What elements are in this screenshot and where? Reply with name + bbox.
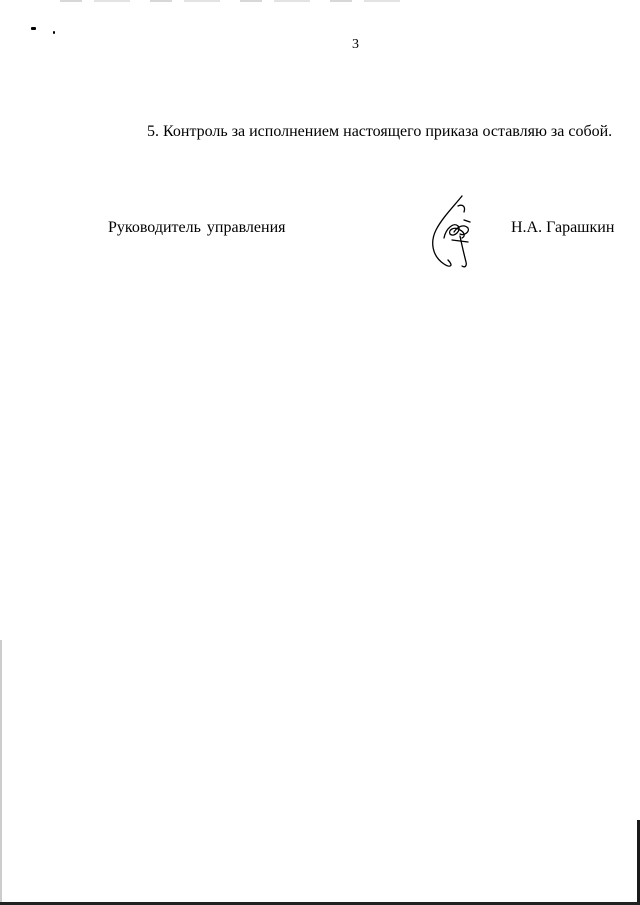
signatory-name: Н.А. Гарашкин [511, 219, 615, 236]
page-number: 3 [352, 37, 359, 52]
signatory-title: Руководитель управления [108, 219, 286, 236]
scan-artifact-left [0, 640, 2, 905]
paragraph-5: 5. Контроль за исполнением настоящего приказа оставляю за собой. [147, 123, 613, 140]
scan-speck [31, 27, 36, 30]
signature [424, 192, 480, 272]
scan-speck [53, 31, 55, 34]
scan-artifact-top [60, 0, 420, 2]
